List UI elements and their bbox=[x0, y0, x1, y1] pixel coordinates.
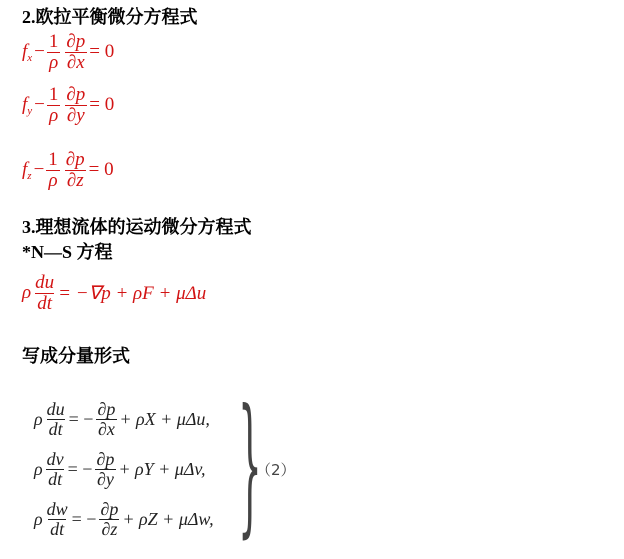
fraction-denominator: ρ bbox=[49, 51, 59, 73]
component-equation-z bbox=[34, 500, 214, 539]
density-symbol: ρ bbox=[22, 282, 32, 304]
fraction-denominator: ρ bbox=[48, 169, 58, 191]
equation-remainder: + ρY + μΔv, bbox=[118, 458, 206, 479]
component-equation-y bbox=[34, 450, 206, 489]
minus-sign: − bbox=[33, 159, 45, 181]
force-symbol: f bbox=[22, 94, 28, 116]
pressure-gradient-fraction bbox=[64, 32, 87, 73]
pressure-gradient-fraction bbox=[94, 450, 116, 489]
equation-right-side: = −∇p + ρF + μΔu bbox=[58, 282, 207, 304]
velocity-derivative-fraction bbox=[33, 273, 56, 314]
equals-minus: = − bbox=[67, 458, 93, 479]
acceleration-fraction bbox=[45, 450, 66, 489]
fraction-denominator: ∂z bbox=[66, 169, 84, 191]
fraction-denominator: dt bbox=[37, 292, 53, 314]
equals-minus: = − bbox=[71, 508, 97, 529]
euler-equation-z bbox=[22, 150, 114, 191]
force-subscript: x bbox=[27, 52, 33, 65]
density-symbol: ρ bbox=[34, 408, 43, 429]
inverse-density-fraction bbox=[46, 150, 60, 191]
euler-equation-x bbox=[22, 32, 114, 73]
right-brace: } bbox=[238, 378, 262, 552]
fraction-denominator: dt bbox=[50, 518, 65, 539]
minus-sign: − bbox=[34, 41, 45, 63]
fraction-numerator: dv bbox=[46, 449, 64, 469]
force-symbol: f bbox=[22, 159, 28, 181]
equation-number: （2） bbox=[256, 461, 296, 479]
density-symbol: ρ bbox=[34, 458, 43, 479]
equation-remainder: + ρX + μΔu, bbox=[119, 408, 210, 429]
fraction-numerator: dw bbox=[46, 499, 68, 519]
fraction-denominator: ∂y bbox=[66, 104, 85, 126]
fraction-numerator: ∂p bbox=[66, 31, 86, 52]
equation-remainder: + ρZ + μΔw, bbox=[122, 508, 214, 529]
section-3-title: 3.理想流体的运动微分方程式 bbox=[22, 217, 252, 237]
fraction-numerator: ∂p bbox=[65, 149, 85, 170]
fraction-numerator: ∂p bbox=[100, 499, 119, 519]
pressure-gradient-fraction bbox=[64, 150, 87, 191]
equals-minus: = − bbox=[68, 408, 94, 429]
acceleration-fraction bbox=[45, 500, 70, 539]
euler-equation-y bbox=[22, 85, 114, 126]
pressure-gradient-fraction bbox=[95, 400, 117, 439]
fraction-numerator: ∂p bbox=[96, 449, 115, 469]
acceleration-fraction bbox=[45, 400, 67, 439]
pressure-gradient-fraction bbox=[98, 500, 120, 539]
component-equation-x bbox=[34, 400, 210, 439]
fraction-numerator: ∂p bbox=[66, 84, 86, 105]
inverse-density-fraction bbox=[47, 32, 61, 73]
force-subscript: z bbox=[27, 170, 32, 183]
fraction-denominator: ∂y bbox=[96, 468, 114, 489]
ns-equation-title: *N—S 方程 bbox=[22, 242, 113, 262]
fraction-numerator: 1 bbox=[48, 84, 59, 105]
equals-zero: = 0 bbox=[89, 41, 115, 63]
fraction-denominator: ρ bbox=[49, 104, 59, 126]
fraction-denominator: dt bbox=[48, 418, 63, 439]
section-2-title: 2.欧拉平衡微分方程式 bbox=[22, 7, 198, 27]
component-form-title: 写成分量形式 bbox=[22, 346, 130, 366]
navier-stokes-equation bbox=[22, 273, 206, 314]
pressure-gradient-fraction bbox=[64, 85, 87, 126]
force-symbol: f bbox=[22, 41, 28, 63]
fraction-numerator: du bbox=[35, 272, 55, 293]
force-subscript: y bbox=[27, 105, 33, 118]
equals-zero: = 0 bbox=[89, 94, 115, 116]
fraction-denominator: ∂z bbox=[101, 518, 118, 539]
density-symbol: ρ bbox=[34, 508, 43, 529]
equals-zero: = 0 bbox=[88, 159, 114, 181]
fraction-denominator: dt bbox=[48, 468, 63, 489]
fraction-numerator: ∂p bbox=[97, 399, 116, 419]
fraction-numerator: 1 bbox=[48, 31, 59, 52]
fraction-numerator: 1 bbox=[48, 149, 58, 170]
fraction-denominator: ∂x bbox=[97, 418, 115, 439]
inverse-density-fraction bbox=[47, 85, 61, 126]
fraction-denominator: ∂x bbox=[66, 51, 85, 73]
fraction-numerator: du bbox=[46, 399, 65, 419]
minus-sign: − bbox=[34, 94, 45, 116]
